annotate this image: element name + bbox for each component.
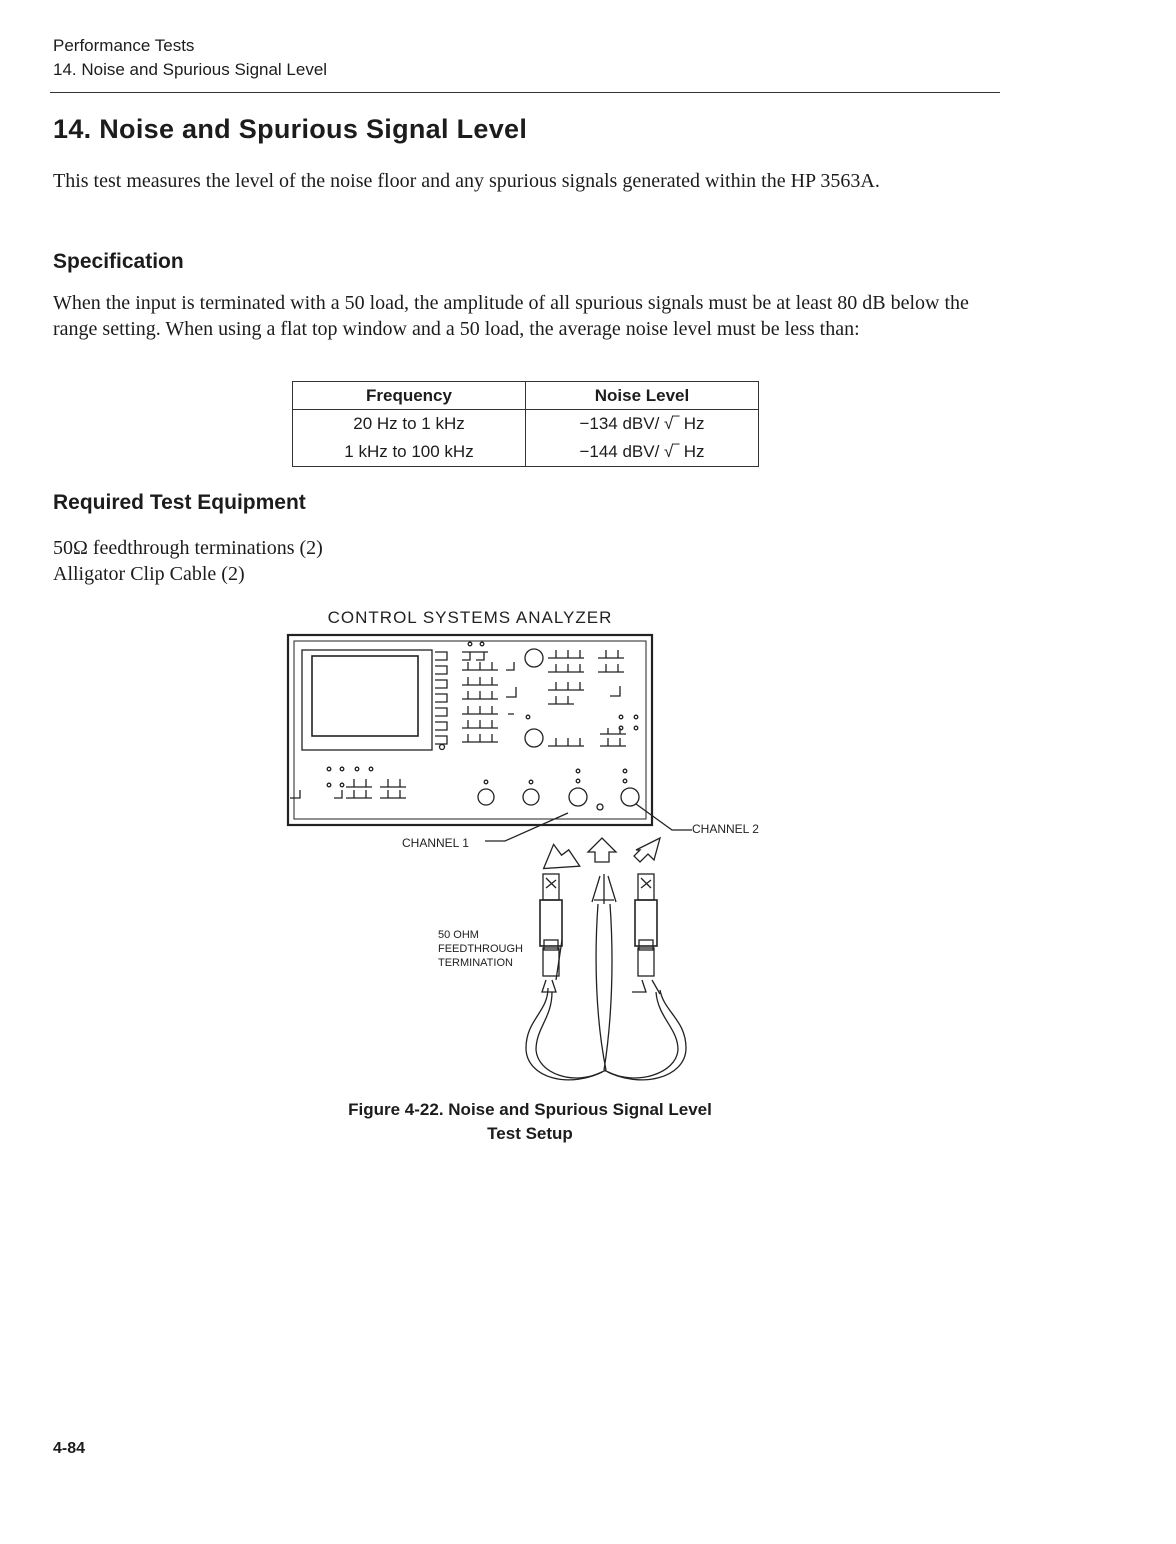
knob-top: [525, 649, 543, 667]
alligator-clip-cable: [526, 874, 686, 1080]
termination-label-line3: TERMINATION: [438, 957, 513, 969]
noise-spec-table: [292, 381, 759, 467]
figure-caption-line1: Figure 4-22. Noise and Spurious Signal Level: [348, 1100, 712, 1119]
termination-label-line2: FEEDTHROUGH: [438, 943, 523, 955]
equipment-item: Alligator Clip Cable (2): [53, 563, 245, 585]
analyzer-display: [312, 656, 418, 736]
channel-2-label: CHANNEL 2: [692, 822, 759, 836]
specification-heading: Specification: [53, 250, 184, 273]
page-title: 14. Noise and Spurious Signal Level: [53, 114, 528, 144]
table-cell-frequency: 20 Hz to 1 kHz: [293, 410, 526, 439]
analyzer-bezel: [294, 641, 646, 819]
equipment-heading: Required Test Equipment: [53, 491, 306, 514]
test-setup-figure: [280, 600, 780, 1100]
header-rule: [50, 92, 1000, 93]
left-feedthrough-termination: [540, 874, 562, 992]
softkey-column: [435, 652, 447, 744]
table-cell-noise-level: −134 dBV/ √‾ Hz: [526, 410, 759, 439]
up-arrow-center: [588, 838, 616, 862]
analyzer-screen: [302, 650, 432, 750]
table-cell-frequency: 1 kHz to 100 kHz: [293, 438, 526, 467]
knob-bottom: [525, 729, 543, 747]
channel-2-connector: [621, 788, 639, 806]
running-header-subsection: 14. Noise and Spurious Signal Level: [53, 60, 328, 79]
input-connector: [523, 789, 539, 805]
running-header-section: Performance Tests: [53, 36, 195, 55]
table-row: [293, 410, 759, 439]
table-row: [293, 438, 759, 467]
termination-label-line1: 50 OHM: [438, 929, 479, 941]
test-setup-diagram: [280, 600, 780, 1095]
channel-1-label: CHANNEL 1: [402, 836, 469, 850]
channel-1-leader: [485, 813, 568, 841]
table-cell-noise-level: −144 dBV/ √‾ Hz: [526, 438, 759, 467]
input-connector: [478, 789, 494, 805]
table-header-frequency: Frequency: [293, 382, 526, 410]
instrument-label: CONTROL SYSTEMS ANALYZER: [327, 608, 613, 627]
intro-paragraph: This test measures the level of the noise floor and any spurious signals generated within the HP 3563A.: [53, 170, 880, 192]
figure-caption-line2: Test Setup: [487, 1124, 573, 1143]
equipment-item: 50Ω feedthrough terminations (2): [53, 537, 323, 559]
page-number: 4-84: [53, 1440, 86, 1457]
up-arrow-left: [540, 841, 580, 873]
up-arrow-right: [634, 838, 660, 862]
table-header-noise-level: Noise Level: [526, 382, 759, 410]
indicator-dots: [327, 642, 638, 810]
specification-paragraph: When the input is terminated with a 50 load, the amplitude of all spurious signals must be at least 80 dB below the range setting. When using a flat top window and a 50 load, the average noise level must be less than:: [53, 292, 969, 340]
table-header-row: [293, 382, 759, 410]
keypad-groups: [290, 650, 626, 798]
channel-1-connector: [569, 788, 587, 806]
right-feedthrough-termination: [632, 874, 660, 994]
